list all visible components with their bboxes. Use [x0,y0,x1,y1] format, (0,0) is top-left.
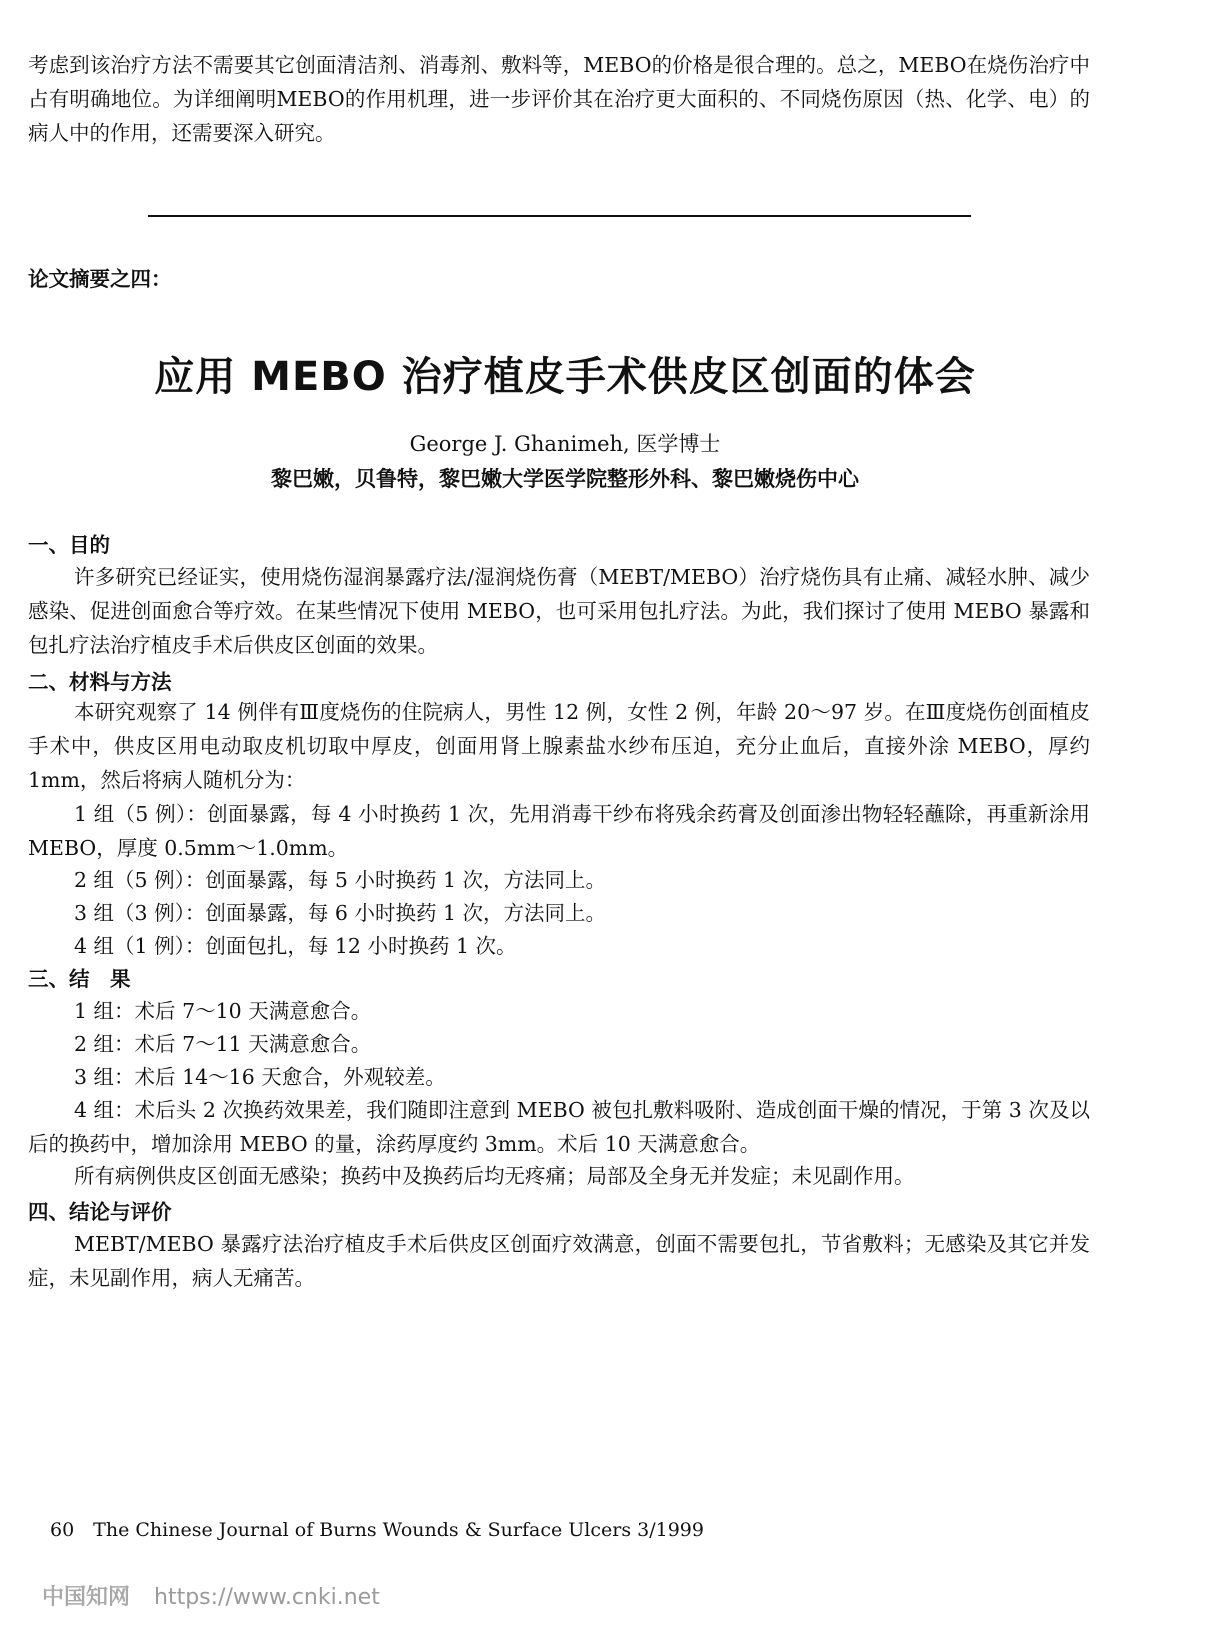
methods-intro: 本研究观察了 14 例伴有Ⅲ度烧伤的住院病人，男性 12 例，女性 2 例，年龄 20～97 岁。在Ⅲ度烧伤创面植皮手术中，供皮区用电动取皮机切取中厚皮，创面用肾上腺素盐水纱布压迫，充分止血后，直接外涂 MEBO，厚约 1mm，然后将病人随机分为： [28,700,1090,792]
method-group-4: 4 组（1 例）：创面包扎，每 12 小时换药 1 次。 [74,934,517,958]
top-paragraph: 考虑到该治疗方法不需要其它创面清洁剂、消毒剂、敷料等，MEBO的价格是很合理的。总之，MEBO在烧伤治疗中占有明确地位。为详细阐明MEBO的作用机理，进一步评价其在治疗更大面积的、不同烧伤原因（热、化学、电）的病人中的作用，还需要深入研究。 [28,53,1090,145]
result-item-3: 3 组：术后 14～16 天愈合，外观较差。 [74,1065,446,1089]
method-group-1: 1 组（5 例）：创面暴露，每 4 小时换药 1 次，先用消毒干纱布将残余药膏及创面渗出物轻轻蘸除，再重新涂用 MEBO，厚度 0.5mm～1.0mm。 [28,802,1090,860]
paper-title: 应用 MEBO 治疗植皮手术供皮区创面的体会 [154,354,976,400]
results-heading: 三、结 果 [28,967,131,991]
section-divider [148,215,971,217]
result-item-5: 所有病例供皮区创面无感染；换药中及换药后均无疼痛；局部及全身无并发症；未见副作用。 [74,1164,915,1188]
watermark [42,1580,380,1611]
watermark-brand: 中国知网 [42,1585,131,1610]
method-group-2: 2 组（5 例）：创面暴露，每 5 小时换药 1 次，方法同上。 [74,868,607,892]
journal-footer: 60 The Chinese Journal of Burns Wounds & Surface Ulcers 3/1999 [50,1519,704,1541]
purpose-text: 许多研究已经证实，使用烧伤湿润暴露疗法/湿润烧伤膏（MEBT/MEBO）治疗烧伤具有止痛、减轻水肿、减少感染、促进创面愈合等疗效。在某些情况下使用 MEBO，也可采用包扎疗法。为此，我们探讨了使用 MEBO 暴露和包扎疗法治疗植皮手术后供皮区创面的效果。 [28,565,1090,657]
result-item-2: 2 组：术后 7～11 天满意愈合。 [74,1032,372,1056]
methods-heading: 二、材料与方法 [28,670,172,694]
conclusion-text: MEBT/MEBO 暴露疗法治疗植皮手术后供皮区创面疗效满意，创面不需要包扎，节省敷料；无感染及其它并发症，未见副作用，病人无痛苦。 [28,1232,1090,1290]
watermark-url: https://www.cnki.net [154,1585,380,1610]
affiliation: 黎巴嫩，贝鲁特，黎巴嫩大学医学院整形外科、黎巴嫩烧伤中心 [271,466,859,491]
author: George J. Ghanimeh, 医学博士 [409,432,721,456]
method-group-3: 3 组（3 例）：创面暴露，每 6 小时换药 1 次，方法同上。 [74,901,607,925]
purpose-heading: 一、目的 [28,533,110,557]
result-item-1: 1 组：术后 7～10 天满意愈合。 [74,999,372,1023]
result-item-4: 4 组：术后头 2 次换药效果差，我们随即注意到 MEBO 被包扎敷料吸附、造成创面干燥的情况，于第 3 次及以后的换药中，增加涂用 MEBO 的量，涂药厚度约 3mm。术后 10 天满意愈合。 [28,1098,1090,1156]
abstract-label: 论文摘要之四： [28,267,172,291]
conclusion-heading: 四、结论与评价 [28,1200,172,1224]
